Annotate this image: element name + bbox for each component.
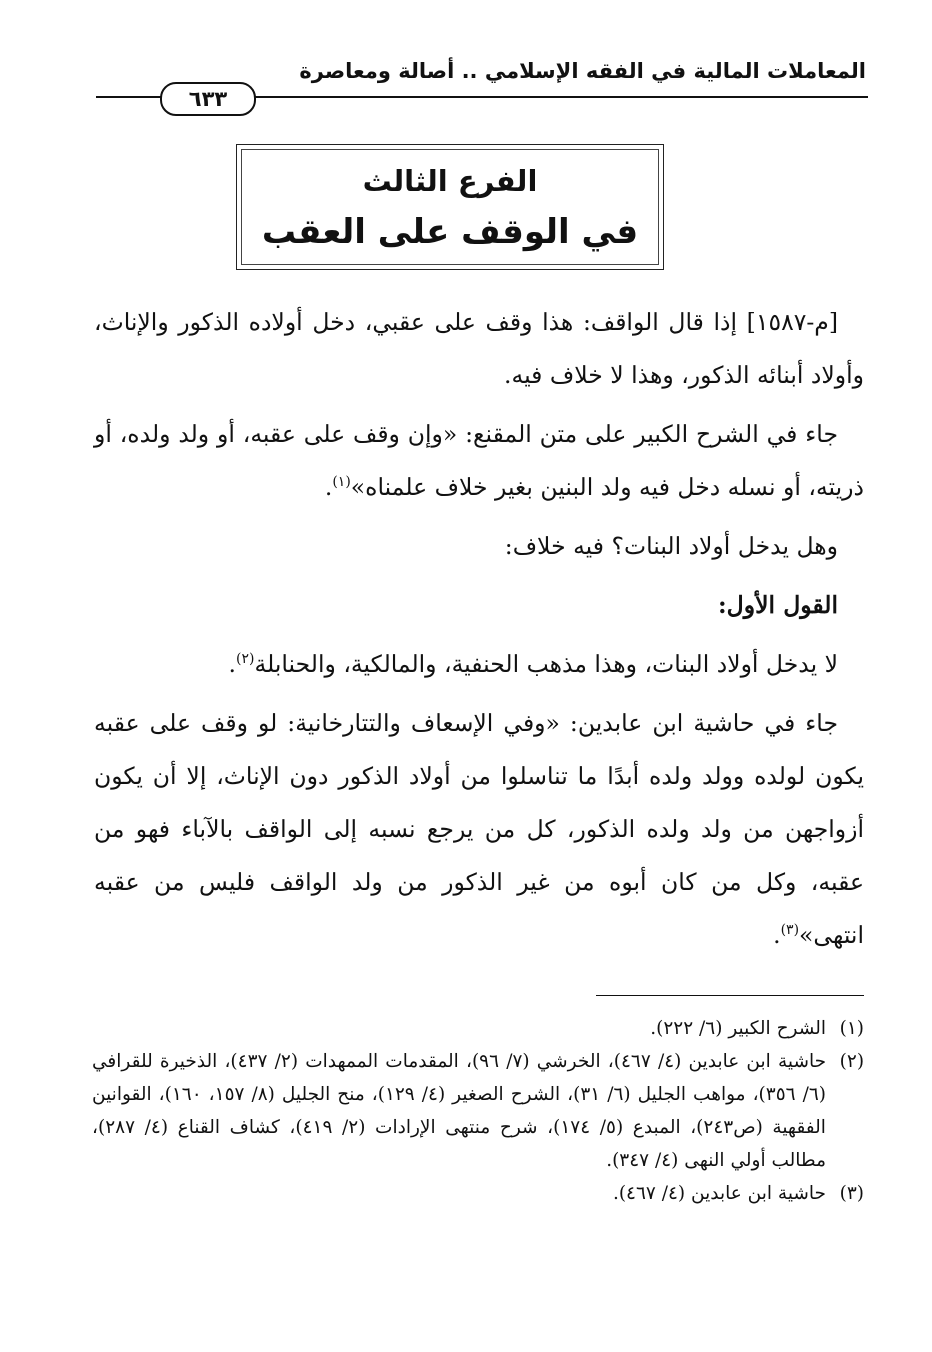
- paragraph-2: [94, 408, 864, 514]
- paragraph-1: [94, 296, 864, 402]
- main-text: [94, 296, 864, 968]
- footnotes: [92, 1012, 864, 1210]
- paragraph-2-text: جاء في الشرح الكبير على متن المقنع: «وإن وقف على عقبه، أو ولد ولده، أو ذريته، أو نسله دخل فيه ولد البنين بغير خلاف علمناه»: [94, 420, 864, 501]
- footnote-separator: [596, 995, 864, 996]
- first-opinion-heading-text: القول الأول:: [717, 591, 838, 619]
- section-title-box: [236, 144, 664, 270]
- paragraph-2-end: .: [324, 473, 333, 501]
- footnote-ref-3: (٣): [780, 922, 800, 939]
- first-opinion-heading: [94, 579, 864, 632]
- footnote-3-text: حاشية ابن عابدين (٤/ ٤٦٧).: [612, 1183, 826, 1204]
- section-title-line-2: في الوقف على العقب: [261, 212, 639, 252]
- paragraph-1-text: [م-١٥٨٧] إذا قال الواقف: هذا وقف على عقبي، دخل أولاده الذكور والإناث، وأولاد أبنائه الذكور، وهذا لا خلاف فيه.: [94, 308, 864, 389]
- paragraph-5-end: .: [228, 650, 236, 678]
- paragraph-3-text: وهل يدخل أولاد البنات؟ فيه خلاف:: [504, 532, 838, 560]
- running-header: المعاملات المالية في الفقه الإسلامي .. أصالة ومعاصرة: [299, 59, 866, 83]
- footnote-ref-2: (٢): [236, 651, 255, 668]
- paragraph-3: [94, 520, 864, 573]
- footnote-ref-1: (١): [332, 474, 351, 491]
- footnote-3-number: (٣): [839, 1183, 864, 1204]
- section-title-line-1: الفرع الثالث: [362, 164, 538, 198]
- footnote-1-text: الشرح الكبير (٦/ ٢٢٢).: [650, 1018, 826, 1039]
- page-number: ٦٣٣: [160, 82, 256, 116]
- footnote-1: [92, 1012, 864, 1045]
- paragraph-6-text: جاء في حاشية ابن عابدين: «وفي الإسعاف والتتارخانية: لو وقف على عقبه يكون لولده وولد ولده أبدًا ما تناسلوا من أولاد الذكور دون الإناث، إلا أن يكون أزواجهن من ولد ولده الذكور، كل من يرجع نسبه إلى الواقف بالآباء فهو من عقبه، وكل من كان أبوه من غير الذكور من ولد الواقف فليس من عقبه انتهى»: [94, 709, 864, 949]
- footnote-2-text: حاشية ابن عابدين (٤/ ٤٦٧)، الخرشي (٧/ ٩٦)، المقدمات الممهدات (٢/ ٤٣٧)، الذخيرة للقرافي (٦/ ٣٥٦)، مواهب الجليل (٦/ ٣١)، الشرح الصغير (٤/ ١٢٩)، منح الجليل (٨/ ١٥٧، ١٦٠)، القوانين الفقهية (ص٢٤٣)، المبدع (٥/ ١٧٤)، شرح منتهى الإرادات (٢/ ٤١٩)، كشاف القناع (٤/ ٢٨٧)، مطالب أولي النهى (٤/ ٣٤٧).: [92, 1051, 827, 1171]
- paragraph-6: [94, 697, 864, 962]
- footnote-2: [92, 1045, 864, 1177]
- paragraph-6-end: .: [773, 921, 781, 949]
- footnote-3: [92, 1177, 864, 1210]
- paragraph-5-text: لا يدخل أولاد البنات، وهذا مذهب الحنفية، والمالكية، والحنابلة: [254, 650, 838, 678]
- footnote-2-number: (٢): [839, 1051, 865, 1072]
- paragraph-5: [94, 638, 864, 691]
- footnote-1-number: (١): [839, 1018, 864, 1039]
